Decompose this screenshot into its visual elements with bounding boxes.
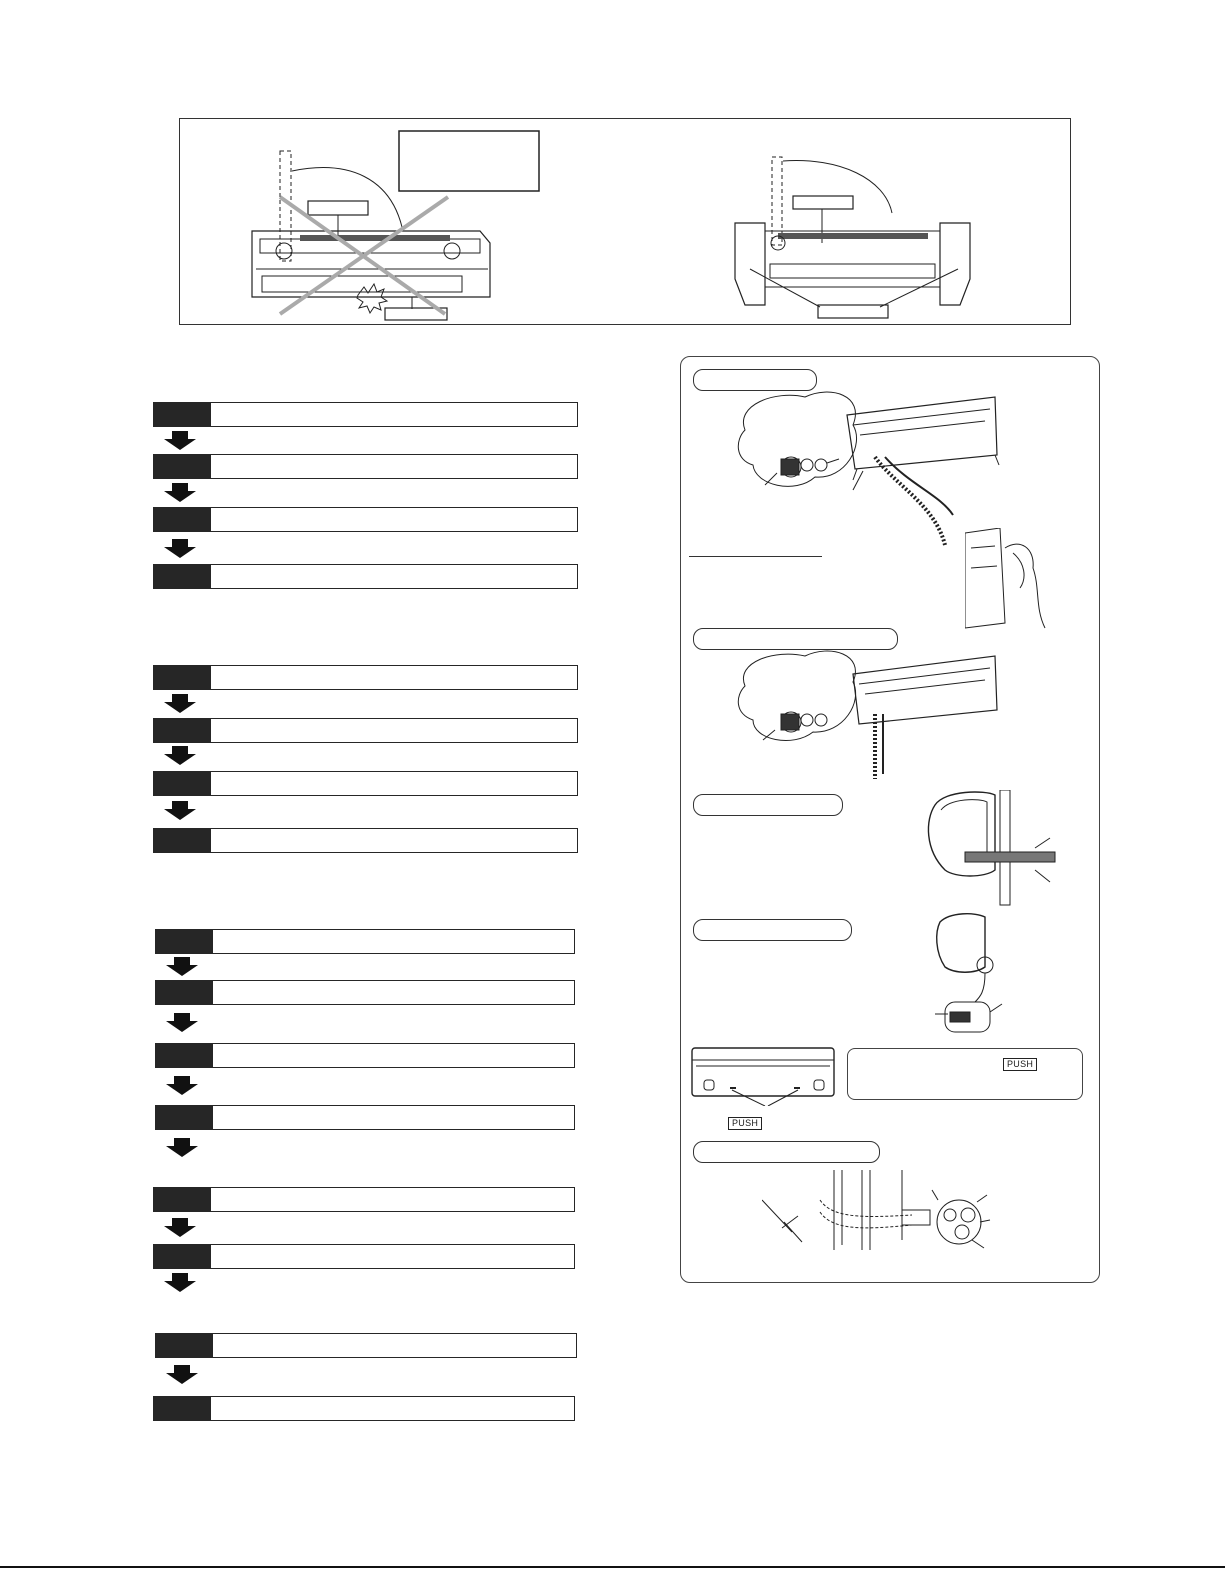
section-caption [693, 794, 843, 816]
step-text-box [210, 718, 578, 743]
section-caption [693, 919, 852, 941]
step-text-box [212, 1333, 577, 1358]
wall-hole-figure [762, 1170, 1022, 1260]
caution-note-box [399, 131, 539, 191]
down-arrow-icon [166, 957, 200, 977]
label-box [308, 201, 368, 215]
left-piping-figure [735, 644, 1025, 784]
step-text-box [210, 454, 578, 479]
step-number-tag [155, 980, 212, 1005]
push-label: PUSH [728, 1117, 762, 1130]
step-text-box [212, 980, 575, 1005]
step-number-tag [155, 1105, 212, 1130]
step-text-box [210, 402, 578, 427]
step-number-tag [153, 564, 210, 589]
correct-handling-figure [735, 157, 970, 318]
handling-diagram [180, 119, 1072, 326]
front-panel-figure [690, 1046, 840, 1106]
down-arrow-icon [164, 431, 198, 451]
step-number-tag [153, 665, 210, 690]
step-text-box [210, 1244, 575, 1269]
step-number-tag [155, 1333, 212, 1358]
section-caption [693, 1141, 880, 1163]
step-text-box [210, 771, 578, 796]
incorrect-handling-figure [252, 131, 539, 320]
drain-detail-figure [930, 912, 1025, 1042]
push-label: PUSH [1003, 1058, 1037, 1071]
down-arrow-icon [164, 746, 198, 766]
step-text-box [212, 1043, 575, 1068]
step-number-tag [153, 1187, 210, 1212]
step-number-tag [153, 718, 210, 743]
step-number-tag [153, 454, 210, 479]
step-number-tag [155, 929, 212, 954]
down-arrow-icon [164, 694, 198, 714]
step-number-tag [153, 1396, 210, 1421]
push-note-box [847, 1048, 1083, 1100]
label-box [793, 196, 853, 209]
down-arrow-icon [164, 483, 198, 503]
step-text-box [210, 828, 578, 853]
wall-mount-side-figure [925, 790, 1065, 910]
step-text-box [210, 507, 578, 532]
step-text-box [210, 564, 578, 589]
underline-rule [689, 556, 822, 557]
step-number-tag [155, 1043, 212, 1068]
step-number-tag [153, 1244, 210, 1269]
step-number-tag [153, 402, 210, 427]
down-arrow-icon [166, 1138, 200, 1158]
page-bottom-rule [0, 1566, 1225, 1568]
step-text-box [210, 1396, 575, 1421]
down-arrow-icon [164, 539, 198, 559]
hand-detail-figure [965, 528, 1065, 633]
down-arrow-icon [164, 801, 198, 821]
step-text-box [210, 1187, 575, 1212]
step-text-box [210, 665, 578, 690]
step-number-tag [153, 828, 210, 853]
step-number-tag [153, 507, 210, 532]
step-number-tag [153, 771, 210, 796]
step-text-box [212, 929, 575, 954]
top-figure-frame [179, 118, 1071, 325]
down-arrow-icon [166, 1013, 200, 1033]
down-arrow-icon [166, 1076, 200, 1096]
step-text-box [212, 1105, 575, 1130]
down-arrow-icon [166, 1365, 200, 1385]
down-arrow-icon [164, 1273, 198, 1293]
label-box [818, 305, 888, 318]
down-arrow-icon [164, 1218, 198, 1238]
